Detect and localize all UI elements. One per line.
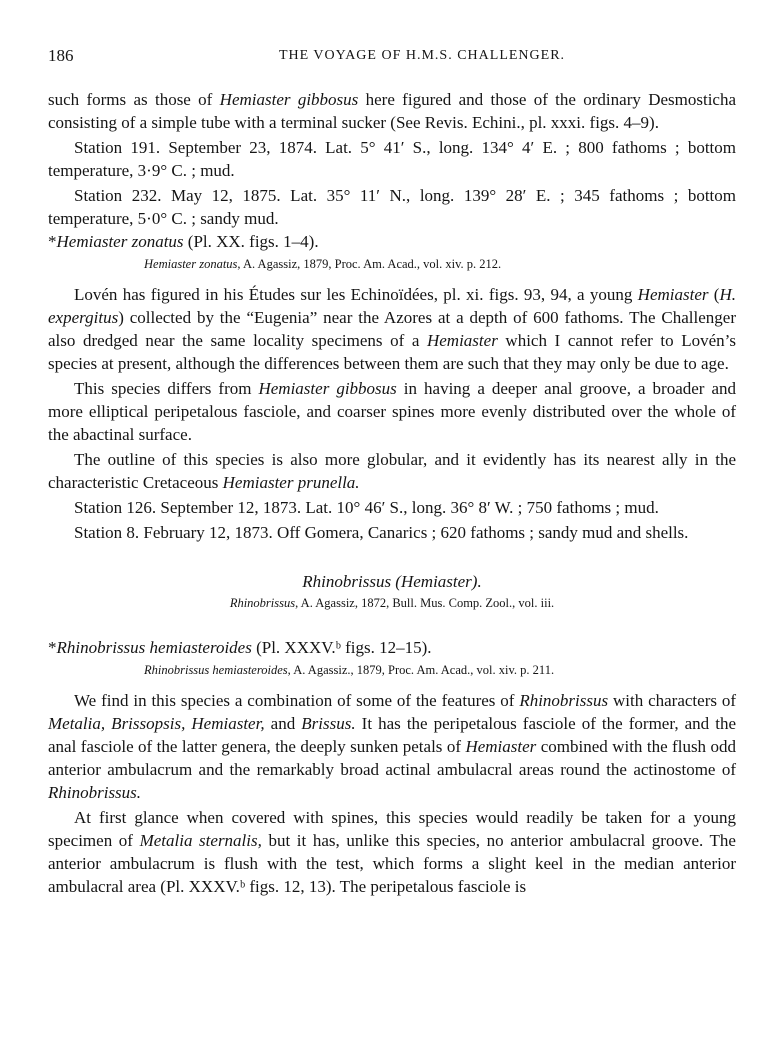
genus-heading: Rhinobrissus (Hemiaster).	[302, 572, 482, 591]
taxon-name: Hemiaster	[637, 285, 709, 304]
taxon-name: Hemiaster	[426, 331, 498, 350]
citation-text: , A. Agassiz., 1879, Proc. Am. Acad., vol. xiv. p. 211.	[287, 663, 555, 677]
text-run: with characters of	[608, 691, 737, 710]
species-heading	[48, 636, 736, 659]
plate-reference: (Pl. XXXV.ᵇ figs. 12–15).	[251, 638, 432, 657]
citation-text: , A. Agassiz, 1872, Bull. Mus. Comp. Zool., vol. iii.	[295, 596, 555, 610]
station-record: Station 232. May 12, 1875. Lat. 35° 11′ N., long. 139° 28′ E. ; 345 fathoms ; bottom temperature, 5·0° C. ; sandy mud.	[48, 186, 736, 228]
text-run: (	[708, 285, 720, 304]
taxon-name: Rhinobrissus	[519, 691, 609, 710]
continuation-paragraph	[48, 88, 736, 134]
taxon-name: Hemiaster prunella.	[222, 473, 360, 492]
text-run: It has the peripetalous fasciole of the former, and the anal fasciole of the latter genera, the deeply sunken petals of	[48, 714, 736, 756]
station-record: Station 8. February 12, 1873. Off Gomera, Canarics ; 620 fathoms ; sandy mud and shells.	[74, 523, 689, 542]
new-species-star: *	[48, 232, 57, 251]
taxon-name: Hemiaster gibbosus	[258, 379, 397, 398]
text-run: ) collected by the “Eugenia” near the Azores at a depth of 600 fathoms. The Challenger also dredged near the same locality specimens of a	[48, 308, 736, 350]
page-header	[48, 44, 736, 68]
paragraph	[48, 377, 736, 446]
text-run: here figured and those of the ordinary Desmosticha consisting of a simple tube with a terminal sucker (See Revis. Echini., pl. xxxi. figs. 4–9).	[48, 90, 737, 132]
taxon-name: Metalia, Brissopsis, Hemiaster,	[48, 714, 265, 733]
species-citation	[48, 661, 736, 679]
paragraph	[48, 448, 736, 494]
text-run: which I cannot refer to Lovén’s species at present, although the differences between them are such that they may only be due to age.	[48, 331, 736, 373]
page-number: 186	[48, 46, 74, 65]
citation-taxon: Rhinobrissus	[229, 596, 296, 610]
taxon-name: Metalia sternalis,	[139, 831, 262, 850]
citation-taxon: Rhinobrissus hemiasteroides	[144, 663, 288, 677]
text-run: This species differs from	[74, 379, 259, 398]
paragraph	[48, 689, 736, 804]
text-run: We find in this species a combination of some of the features of	[74, 691, 520, 710]
species-citation	[48, 255, 736, 273]
new-species-star: *	[48, 638, 57, 657]
taxon-name: Hemiaster	[465, 737, 537, 756]
text-run: combined with the flush odd anterior ambulacrum and the remarkably broad actinal ambulacral areas round the actinostome of	[48, 737, 736, 779]
text-run: At first glance when covered with spines, this species would readily be taken for a young specimen of	[48, 808, 736, 850]
species-name: Hemiaster zonatus	[56, 232, 184, 251]
taxon-name: Brissus.	[301, 714, 356, 733]
taxon-name: H. expergitus	[48, 285, 736, 327]
running-title: THE VOYAGE OF H.M.S. CHALLENGER.	[278, 48, 566, 63]
citation-taxon: Hemiaster zonatus	[144, 257, 238, 271]
paragraph	[48, 806, 736, 898]
taxon-name: Hemiaster gibbosus	[219, 90, 359, 109]
text-run: Lovén has figured in his Études sur les Echinoïdées, pl. xi. figs. 93, 94, a young	[74, 285, 638, 304]
text-run: such forms as those of	[48, 90, 220, 109]
species-heading	[48, 230, 736, 253]
text-run: but it has, unlike this species, no anterior ambulacral groove. The anterior ambulacrum is flush with the test, which forms a slight keel in the median anterior ambulacral area (Pl. XXXV.ᵇ figs. 12, 13). The peripetalous fasciole is	[48, 831, 736, 896]
taxon-name: Rhinobrissus.	[48, 783, 142, 802]
paragraph	[48, 283, 736, 375]
genus-citation	[48, 594, 736, 612]
station-record: Station 191. September 23, 1874. Lat. 5° 41′ S., long. 134° 4′ E. ; 800 fathoms ; bottom temperature, 3·9° C. ; mud.	[48, 138, 736, 180]
station-record: Station 126. September 12, 1873. Lat. 10° 46′ S., long. 36° 8′ W. ; 750 fathoms ; mud.	[74, 498, 659, 517]
species-name: Rhinobrissus hemiasteroides	[56, 638, 252, 657]
text-run: and	[264, 714, 302, 733]
page-body	[48, 88, 736, 898]
text-run: The outline of this species is also more globular, and it evidently has its nearest ally in the characteristic Cretaceous	[48, 450, 736, 492]
citation-text: , A. Agassiz, 1879, Proc. Am. Acad., vol. xiv. p. 212.	[237, 257, 502, 271]
plate-reference: (Pl. XX. figs. 1–4).	[183, 232, 319, 251]
text-run: in having a deeper anal groove, a broader and more elliptical peripetalous fasciole, and coarser spines more evenly distributed over the whole of the abactinal surface.	[48, 379, 737, 444]
